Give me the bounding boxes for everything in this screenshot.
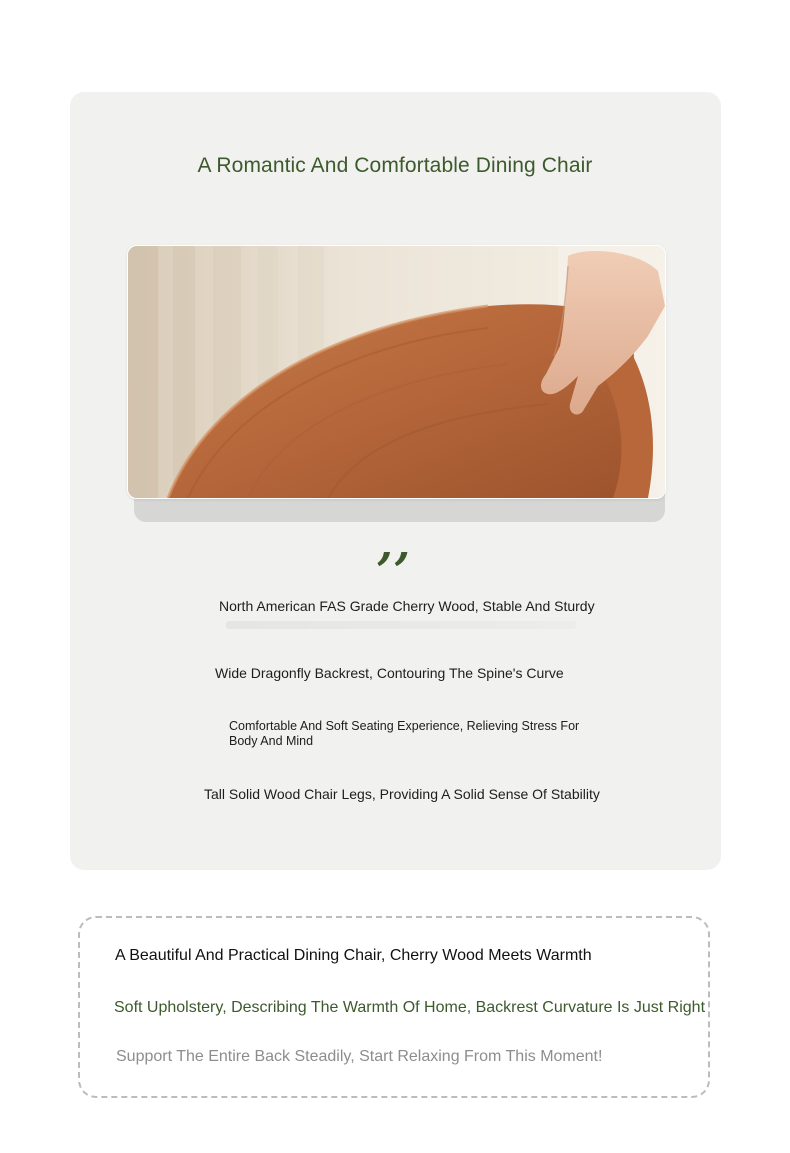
- feature-item-3: Comfortable And Soft Seating Experience, Relieving Stress For Body And Mind: [229, 719, 580, 748]
- quote-mark-icon: ,,: [377, 519, 413, 570]
- feature-item-1-reflection: [226, 621, 576, 629]
- section-title: A Romantic And Comfortable Dining Chair: [197, 154, 593, 177]
- summary-line-1: A Beautiful And Practical Dining Chair, Cherry Wood Meets Warmth: [115, 947, 592, 964]
- feature-item-2: Wide Dragonfly Backrest, Contouring The Spine's Curve: [215, 665, 564, 681]
- feature-item-1: North American FAS Grade Cherry Wood, Stable And Sturdy: [219, 598, 595, 614]
- feature-item-4: Tall Solid Wood Chair Legs, Providing A Solid Sense Of Stability: [204, 786, 600, 802]
- summary-line-2: Soft Upholstery, Describing The Warmth Of Home, Backrest Curvature Is Just Right: [114, 999, 706, 1016]
- chair-backrest-photo: [127, 245, 666, 499]
- summary-line-3: Support The Entire Back Steadily, Start Relaxing From This Moment!: [116, 1048, 603, 1065]
